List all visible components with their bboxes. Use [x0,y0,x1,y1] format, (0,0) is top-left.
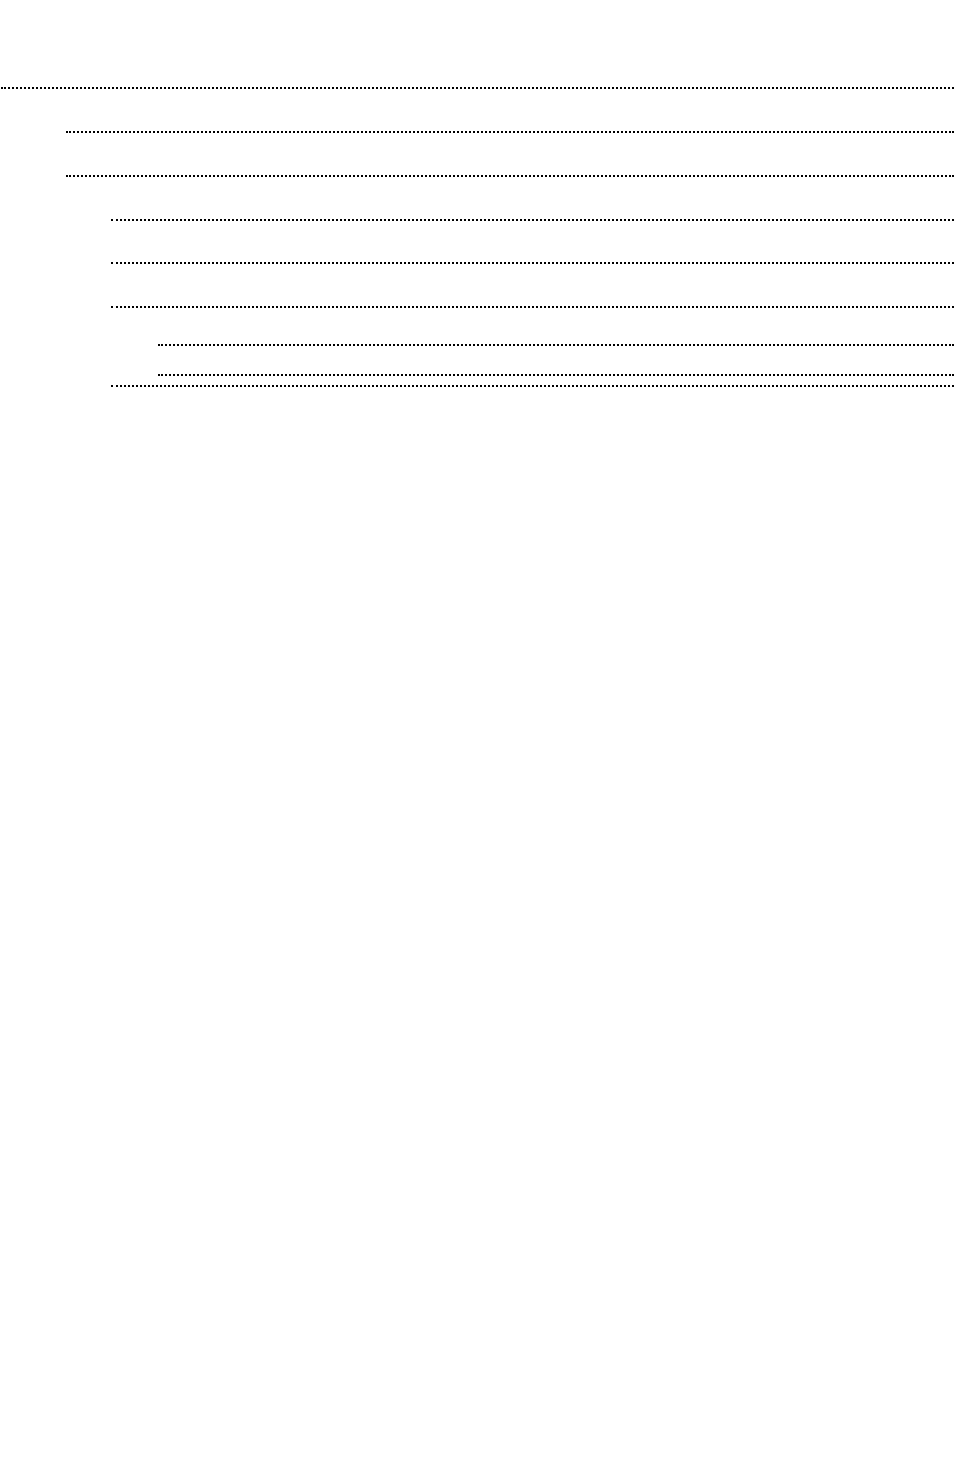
toc-entry[interactable] [0,112,956,140]
toc-dot-leader [1,87,954,89]
toc-entry[interactable] [0,325,956,353]
toc-entry[interactable] [0,287,956,315]
toc-dot-leader [66,175,954,177]
toc-dot-leader [111,219,954,221]
toc-entry[interactable] [0,200,956,228]
toc-dot-leader [111,262,954,264]
toc-entry[interactable] [0,156,956,184]
toc-entry[interactable] [0,366,956,394]
toc-dot-leader [158,344,954,346]
toc-entry[interactable] [0,68,956,96]
toc-entry[interactable] [0,243,956,271]
toc-dot-leader [66,131,954,133]
toc-dot-leader [111,385,954,387]
toc-dot-leader [111,306,954,308]
